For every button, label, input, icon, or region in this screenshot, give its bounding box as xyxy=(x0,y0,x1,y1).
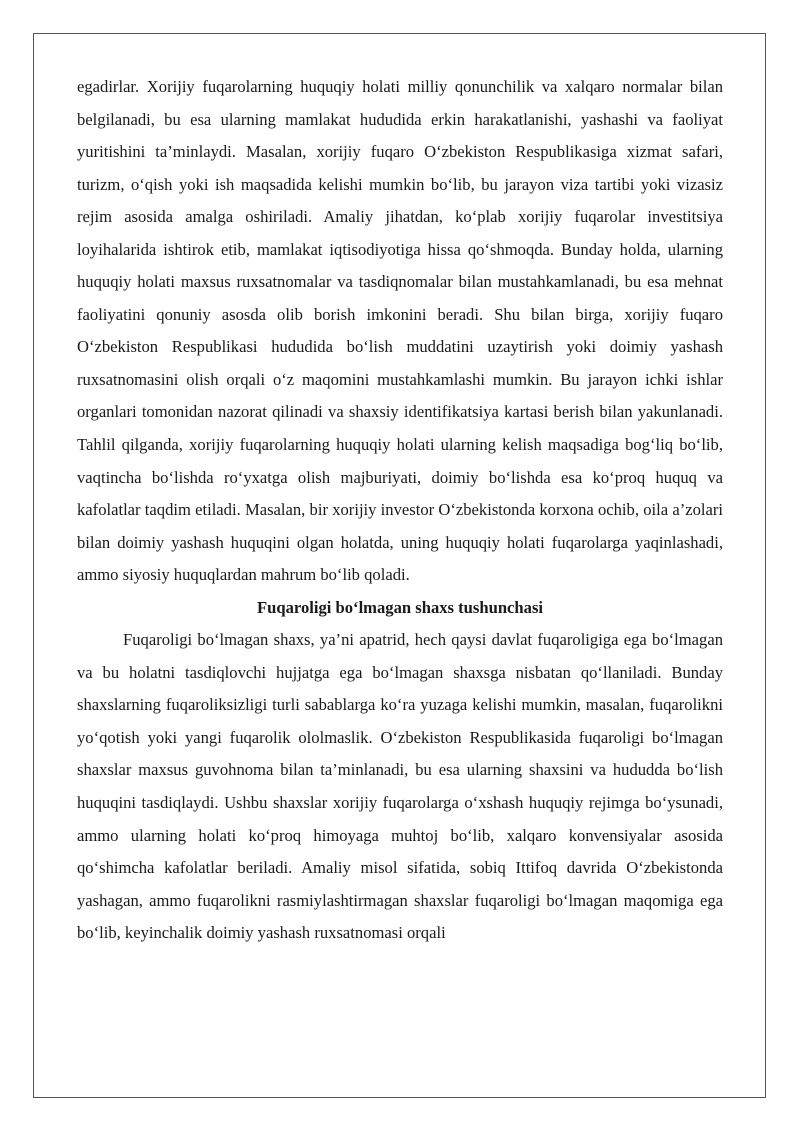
section-heading: Fuqaroligi bo‘lmagan shaxs tushunchasi xyxy=(256,597,544,617)
body-paragraph: Fuqaroligi bo‘lmagan shaxs, ya’ni apatrid, hech qaysi davlat fuqaroligiga ega bo‘lmagan va bu holatni tasdiqlovchi hujjatga ega bo‘lmagan shaxsga nisbatan qo‘llaniladi. Bunday shaxslarning fuqaroliksizligi turli sabablarga ko‘ra yuzaga kelishi mumkin, masalan, fuqarolikni yo‘qotish yoki yangi fuqarolik ololmaslik. O‘zbekiston Respublikasida fuqaroligi bo‘lmagan shaxslar maxsus guvohnoma bilan ta’minlanadi, bu esa ularning shaxsini va hududda bo‘lish huquqini tasdiqlaydi. Ushbu shaxslar xorijiy fuqarolarga o‘xshash huquqiy rejimga bo‘ysunadi, ammo ularning holati ko‘proq himoyaga muhtoj bo‘lib, xalqaro konvensiyalar asosida qo‘shimcha kafolatlar beriladi. Amaliy misol sifatida, sobiq Ittifoq davrida O‘zbekistonda yashagan, ammo fuqarolikni rasmiylashtirmagan shaxslar fuqaroligi bo‘lmagan maqomiga ega bo‘lib, keyinchalik doimiy yashash ruxsatnomasi orqali xyxy=(77,630,723,943)
body-paragraph: egadirlar. Xorijiy fuqarolarning huquqiy holati milliy qonunchilik va xalqaro normalar bilan belgilanadi, bu esa ularning mamlakat hududida erkin harakatlanishi, yashashi va faoliyat yuritishini ta’minlaydi. Masalan, xorijiy fuqaro O‘zbekiston Respublikasiga xizmat safari, turizm, o‘qish yoki ish maqsadida kelishi mumkin bo‘lib, bu jarayon viza tartibi yoki vizasiz rejim asosida amalga oshiriladi. Amaliy jihatdan, ko‘plab xorijiy fuqarolar investitsiya loyihalarida ishtirok etib, mamlakat iqtisodiyotiga hissa qo‘shmoqda. Bunday holda, ularning huquqiy holati maxsus ruxsatnomalar va tasdiqnomalar bilan mustahkamlanadi, bu esa mehnat faoliyatini qonuniy asosda olib borish imkonini beradi. Shu bilan birga, xorijiy fuqaro O‘zbekiston Respublikasi hududida bo‘lish muddatini uzaytirish yoki doimiy yashash ruxsatnomasini olish orqali o‘z maqomini mustahkamlashi mumkin. Bu jarayon ichki ishlar organlari tomonidan nazorat qilinadi va shaxsiy identifikatsiya kartasi berish bilan yakunlanadi. Tahlil qilganda, xorijiy fuqarolarning huquqiy holati ularning kelish maqsadiga bog‘liq bo‘lib, vaqtincha bo‘lishda ro‘yxatga olish majburiyati, doimiy bo‘lishda esa ko‘proq huquq va kafolatlar taqdim etiladi. Masalan, bir xorijiy investor O‘zbekistonda korxona ochib, oila a’zolari bilan doimiy yashash huquqini olgan holatda, uning huquqiy holati fuqarolarga yaqinlashadi, ammo siyosiy huquqlardan mahrum bo‘lib qoladi. xyxy=(77,77,723,585)
document-body xyxy=(77,71,723,950)
